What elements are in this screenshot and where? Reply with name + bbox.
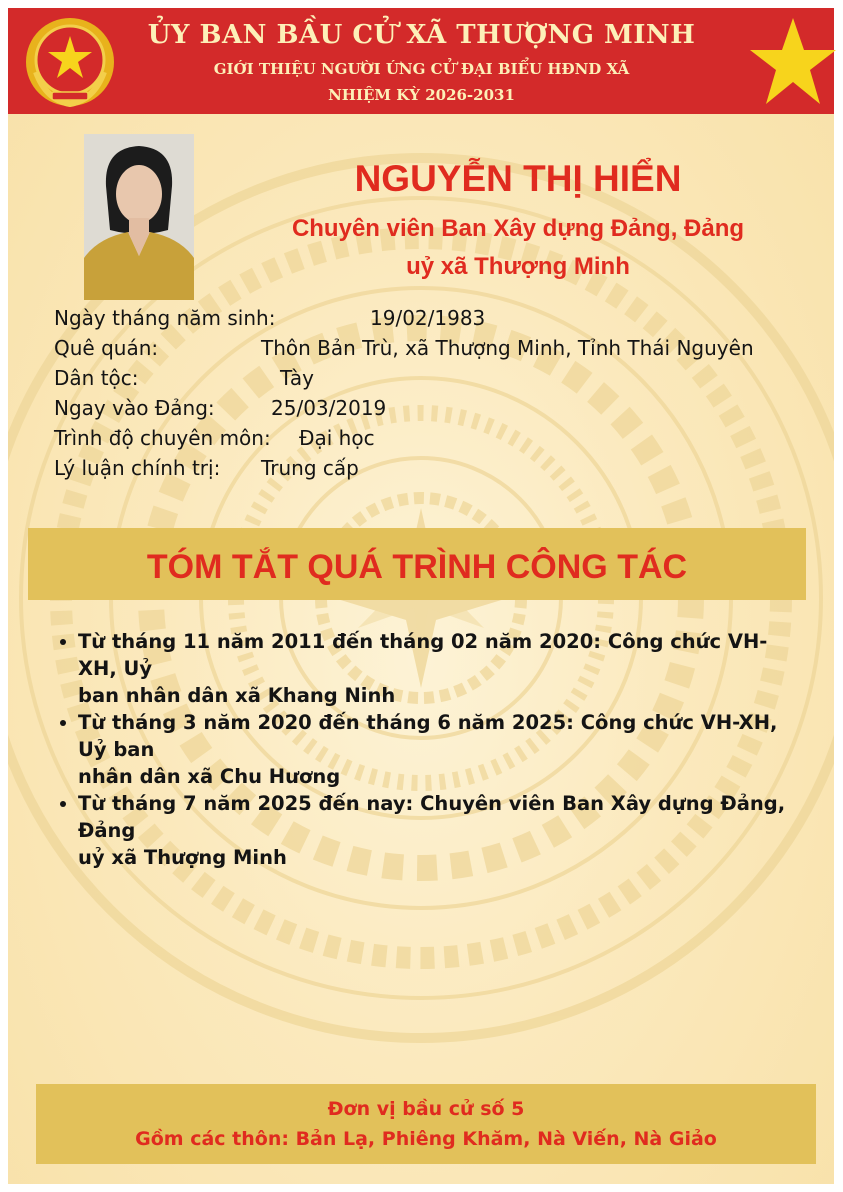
career-title: TÓM TẮT QUÁ TRÌNH CÔNG TÁC bbox=[146, 548, 688, 586]
info-value: 19/02/1983 bbox=[370, 306, 486, 330]
career-item-line2: nhân dân xã Chu Hương bbox=[78, 765, 341, 788]
bullet-icon bbox=[60, 720, 66, 726]
info-label: Ngay vào Đảng: bbox=[54, 396, 215, 420]
info-row-ethnicity bbox=[54, 366, 814, 396]
info-value: Thôn Bản Trù, xã Thượng Minh, Tỉnh Thái Nguyên bbox=[261, 336, 754, 360]
career-item-line1: Từ tháng 3 năm 2020 đến tháng 6 năm 2025: Công chức VH-XH, Uỷ ban bbox=[78, 711, 778, 761]
career-item-line2: uỷ xã Thượng Minh bbox=[78, 846, 287, 869]
header-subtitle: GIỚI THIỆU NGƯỜI ỨNG CỬ ĐẠI BIỂU HĐND XÃ bbox=[213, 60, 630, 78]
portrait-image bbox=[84, 134, 194, 300]
candidate-position-line2: uỷ xã Thượng Minh bbox=[406, 253, 630, 280]
career-list bbox=[56, 628, 786, 871]
career-item-line1: Từ tháng 11 năm 2011 đến tháng 02 năm 2020: Công chức VH-XH, Uỷ bbox=[78, 630, 768, 680]
constituency-number: Đơn vị bầu cử số 5 bbox=[327, 1098, 525, 1120]
info-label: Quê quán: bbox=[54, 336, 159, 360]
info-value: Tày bbox=[280, 366, 314, 390]
constituency-villages: Gồm các thôn: Bản Lạ, Phiêng Khăm, Nà Viến, Nà Giảo bbox=[135, 1128, 717, 1150]
candidate-photo bbox=[84, 134, 194, 300]
career-item bbox=[56, 628, 786, 709]
candidate-info bbox=[54, 306, 814, 486]
candidate-position-line1: Chuyên viên Ban Xây dựng Đảng, Đảng bbox=[291, 215, 745, 242]
header-term: NHIỆM KỲ 2026-2031 bbox=[328, 86, 515, 104]
info-value: 25/03/2019 bbox=[271, 396, 387, 420]
info-row-education bbox=[54, 426, 814, 456]
career-title-band bbox=[28, 528, 806, 600]
info-label: Lý luận chính trị: bbox=[54, 456, 221, 480]
info-row-political-theory bbox=[54, 456, 814, 486]
career-item bbox=[56, 709, 786, 790]
candidate-name: NGUYỄN THỊ HIỂN bbox=[354, 158, 682, 199]
career-item-line2: ban nhân dân xã Khang Ninh bbox=[78, 684, 396, 707]
info-row-hometown bbox=[54, 336, 814, 366]
bullet-icon bbox=[60, 639, 66, 645]
info-row-birthdate bbox=[54, 306, 814, 336]
info-label: Trình độ chuyên môn: bbox=[54, 426, 271, 450]
info-label: Dân tộc: bbox=[54, 366, 139, 390]
info-label: Ngày tháng năm sinh: bbox=[54, 306, 276, 330]
career-item-line1: Từ tháng 7 năm 2025 đến nay: Chuyên viên Ban Xây dựng Đảng, Đảng bbox=[78, 792, 786, 842]
constituency-footer bbox=[36, 1084, 816, 1164]
info-row-party-date bbox=[54, 396, 814, 426]
header-committee-title: ỦY BAN BẦU CỬ XÃ THƯỢNG MINH bbox=[147, 20, 696, 50]
career-item bbox=[56, 790, 786, 871]
bullet-icon bbox=[60, 801, 66, 807]
info-value: Đại học bbox=[299, 426, 375, 450]
info-value: Trung cấp bbox=[261, 456, 359, 480]
candidate-position bbox=[230, 210, 806, 286]
